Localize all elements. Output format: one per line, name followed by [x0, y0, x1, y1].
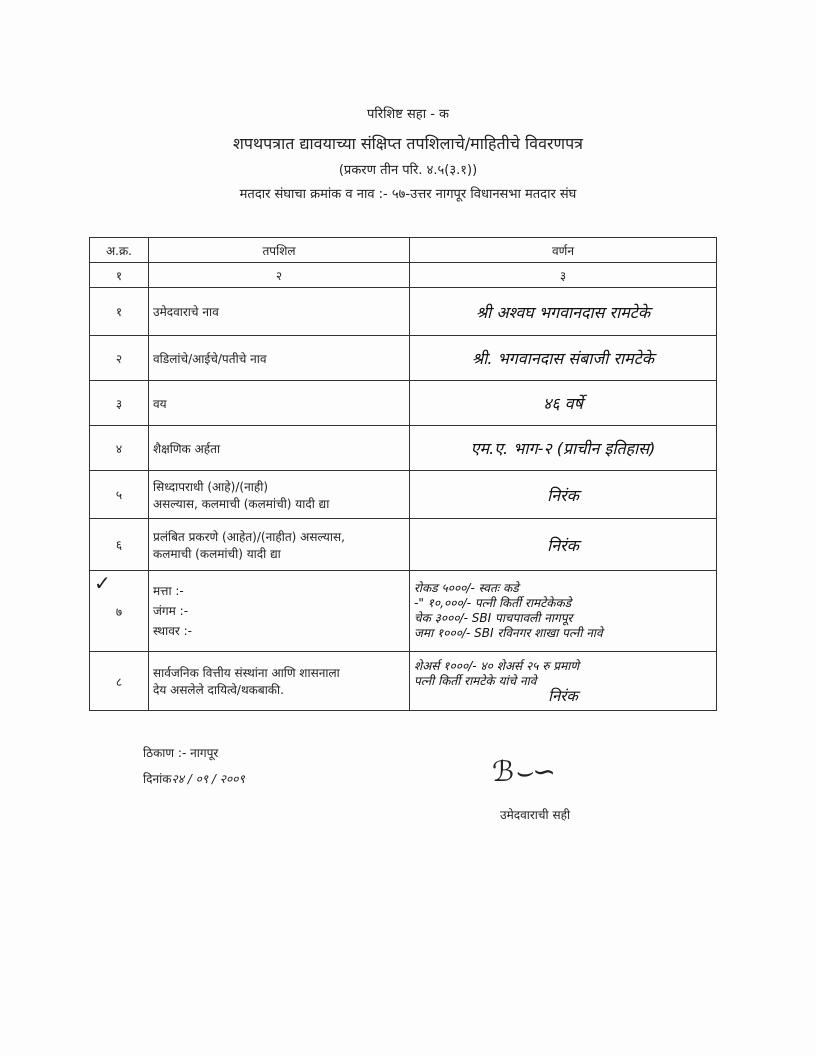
detail-line: असल्यास, कलमाची (कलमांची) यादी द्या	[153, 496, 330, 511]
row-detail	[149, 471, 410, 519]
row-number-cell	[90, 571, 149, 652]
row-value: निरंक	[410, 519, 717, 571]
row-number: ४	[90, 426, 149, 471]
row-detail	[149, 571, 410, 652]
row-detail: शैक्षणिक अर्हता	[149, 426, 410, 471]
detail-line: स्थावर :-	[153, 624, 192, 638]
value-line: चेक ३०००/- SBI पाचपावली नागपूर	[414, 611, 573, 625]
detail-line: सिध्दापराधी (आहे)/(नाही)	[153, 479, 269, 494]
table-row	[90, 426, 717, 471]
details-table	[89, 237, 717, 711]
row-value: निरंक	[410, 471, 717, 519]
signature: ℬ⌣∽	[492, 755, 556, 788]
header-serial: अ.क्र.	[90, 238, 149, 263]
row-number: ८	[90, 652, 149, 711]
value-line: निरंक	[548, 686, 578, 705]
constituency: मतदार संघाचा क्रमांक व नाव :- ५७-उत्तर नागपूर विधानसभा मतदार संघ	[239, 187, 577, 202]
column-number-row	[90, 263, 717, 288]
row-value: श्री अश्वघ भगवानदास रामटेके	[410, 288, 717, 336]
table-row	[90, 571, 717, 652]
header-detail: तपशिल	[149, 238, 410, 263]
value-line: -" १०,०००/- पत्नी किर्ती रामटेकेकडे	[414, 596, 572, 610]
date-value: २४ / ०९ / २००९	[171, 772, 245, 786]
signature-label: उमेदवाराची सही	[500, 808, 571, 822]
col-number: ३	[410, 263, 717, 288]
checkmark-icon: ✓	[94, 571, 111, 595]
detail-line: कलमाची (कलमांची) यादी द्या	[153, 546, 281, 561]
detail-line: देय असलेले दायित्वे/थकबाकी.	[153, 683, 284, 697]
date-label: दिनांक	[143, 772, 172, 786]
row-number: २	[90, 336, 149, 381]
date-line	[143, 770, 245, 787]
table-header-row	[90, 238, 717, 263]
detail-line: मत्ता :-	[153, 584, 184, 598]
row-detail: वय	[149, 381, 410, 426]
reference: (प्रकरण तीन परि. ४.५(३.१))	[338, 163, 478, 178]
row-number: ५	[90, 471, 149, 519]
appendix-label: परिशिष्ट सहा - क	[367, 107, 449, 122]
row-number: १	[90, 288, 149, 336]
detail-line: जंगम :-	[153, 604, 189, 618]
row-number: ७	[115, 604, 123, 619]
row-detail	[149, 652, 410, 711]
col-number: १	[90, 263, 149, 288]
document-title: शपथपत्रात द्यावयाच्या संक्षिप्त तपशिलाचे/माहितीचे विवरणपत्र	[232, 134, 584, 153]
detail-line: सार्वजनिक वित्तीय संस्थांना आणि शासनाला	[153, 666, 340, 680]
row-detail: उमेदवाराचे नाव	[149, 288, 410, 336]
value-line: पत्नी किर्ती रामटेके यांचे नावे	[414, 673, 537, 688]
row-value: एम.ए. भाग-२ (प्राचीन इतिहास)	[410, 426, 717, 471]
header-description: वर्णन	[410, 238, 717, 263]
row-detail	[149, 519, 410, 571]
table-row	[90, 519, 717, 571]
row-detail: वडिलांचे/आईचे/पतीचे नाव	[149, 336, 410, 381]
row-number: ३	[90, 381, 149, 426]
row-value	[410, 571, 717, 652]
table-row	[90, 381, 717, 426]
value-line: शेअर्स १०००/- ४० शेअर्स २५ रु प्रमाणे	[414, 658, 580, 673]
col-number: २	[149, 263, 410, 288]
table-row	[90, 652, 717, 711]
value-line: रोकड ५०००/- स्वतः कडे	[414, 581, 519, 595]
place: ठिकाण :- नागपूर	[143, 746, 219, 760]
row-value: ४६ वर्षे	[410, 381, 717, 426]
table-row	[90, 336, 717, 381]
row-value: श्री. भगवानदास संबाजी रामटेके	[410, 336, 717, 381]
table-row	[90, 288, 717, 336]
table-row	[90, 471, 717, 519]
row-number: ६	[90, 519, 149, 571]
detail-line: प्रलंबित प्रकरणे (आहेत)/(नाहीत) असल्यास,	[153, 529, 345, 544]
value-line: जमा १०००/- SBI रविनगर शाखा पत्नी नावे	[414, 626, 603, 640]
row-value	[410, 652, 717, 711]
